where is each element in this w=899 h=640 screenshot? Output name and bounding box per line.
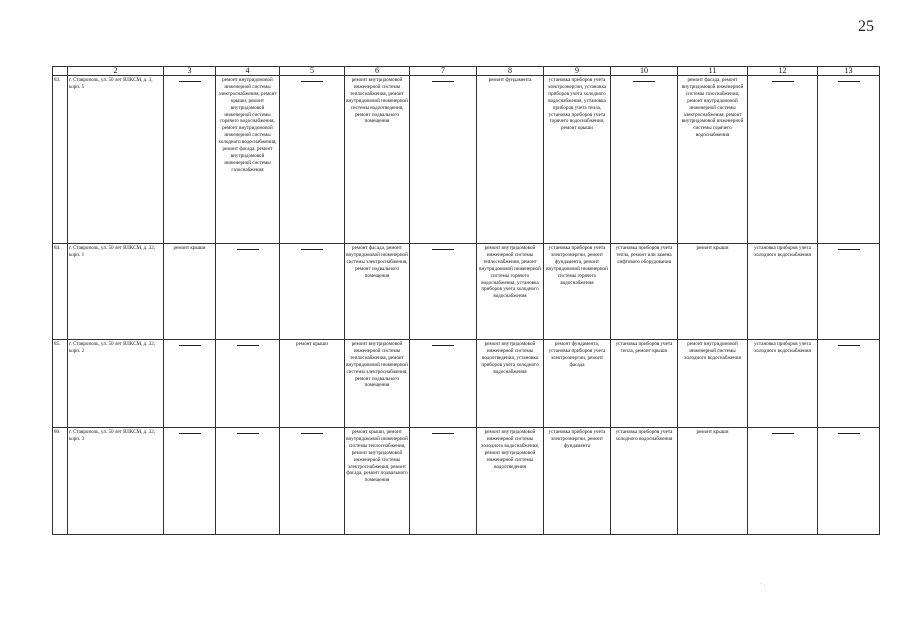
table-row xyxy=(53,244,880,340)
row-number: 86. xyxy=(53,428,68,535)
dash-mark xyxy=(301,81,323,82)
header-cell: 7 xyxy=(410,67,477,76)
header-cell: 10 xyxy=(611,67,678,76)
header-cell: 5 xyxy=(280,67,345,76)
work-cell: ремонт крыши xyxy=(678,244,748,340)
header-row xyxy=(53,67,880,76)
dash-mark xyxy=(237,249,259,250)
empty-cell xyxy=(611,76,678,244)
empty-cell xyxy=(410,428,477,535)
work-cell: установка приборов учета электроэнергии, ремонт фундамента, ремонт внутридомовой инженерной системы горячего водоснабжения xyxy=(544,244,611,340)
work-cell: ремонт крыши, ремонт внутридомовой инженерной системы теплоснабжения, ремонт внутридомовой инженерной системы электроснабжения, ремонт фасада, ремонт подвального помещения xyxy=(345,428,410,535)
header-cell: 13 xyxy=(818,67,880,76)
page-number: 25 xyxy=(858,18,874,35)
work-cell: ремонт внутридомовой инженерной системы теплоснабжения, ремонт внутридомовой инженерной системы горячего водоснабжения, установка приборов учета холодного водоснабжения xyxy=(477,244,544,340)
work-cell: ремонт внутридомовой инженерной системы теплоснабжения, ремонт внутридомовой инженерной системы водоотведения, ремонт подвального помещения xyxy=(345,76,410,244)
dash-mark xyxy=(432,81,454,82)
work-cell: установка приборов учета электроэнергии, ремонт фундамента xyxy=(544,428,611,535)
dash-mark xyxy=(237,345,259,346)
dash-mark xyxy=(838,433,860,434)
header-cell: 2 xyxy=(68,67,164,76)
header-cell: 8 xyxy=(477,67,544,76)
work-cell: установка приборов учета холодного водоснабжения xyxy=(611,428,678,535)
empty-cell xyxy=(216,340,280,428)
scan-speck: ˙ · xyxy=(760,583,766,589)
table-row xyxy=(53,340,880,428)
dash-mark xyxy=(179,81,201,82)
dash-mark xyxy=(838,345,860,346)
empty-cell xyxy=(280,428,345,535)
dash-mark xyxy=(838,249,860,250)
repair-schedule-table xyxy=(52,66,880,535)
empty-cell xyxy=(818,76,880,244)
empty-cell xyxy=(164,340,216,428)
empty-cell xyxy=(818,244,880,340)
work-cell: ремонт фундамента, установка приборов учета электроэнергии, ремонт фасада xyxy=(544,340,611,428)
work-cell: ремонт крыши xyxy=(678,428,748,535)
dash-mark xyxy=(838,81,860,82)
empty-cell xyxy=(748,76,818,244)
empty-cell xyxy=(410,76,477,244)
work-cell: ремонт внутридомовой инженерной системы теплоснабжения, ремонт внутридомовой инженерной системы электроснабжения, ремонт подвального помещения xyxy=(345,340,410,428)
row-number: 85. xyxy=(53,340,68,428)
dash-mark xyxy=(179,433,201,434)
header-cell: 9 xyxy=(544,67,611,76)
dash-mark xyxy=(633,81,655,82)
dash-mark xyxy=(432,433,454,434)
work-cell: ремонт внутридомовой инженерной системы холодного водоснабжения, ремонт внутридомовой инженерной системы водоотведения xyxy=(477,428,544,535)
work-cell: установка приборов учета электроэнергии, установка приборов учета холодного водоснабжения, установка приборов учета тепла, установка приборов учета горячего водоснабжения, ремонт крыши xyxy=(544,76,611,244)
address-cell: г. Ставрополь, ул. 50 лет ВЛКСМ, д. 32, корп. 3 xyxy=(68,428,164,535)
work-cell: ремонт крыши xyxy=(280,340,345,428)
row-number: 83. xyxy=(53,76,68,244)
dash-mark xyxy=(237,433,259,434)
work-cell: ремонт фасада, ремонт внутридомовой инженерной системы электроснабжения, ремонт подвального помещения xyxy=(345,244,410,340)
empty-cell xyxy=(818,340,880,428)
empty-cell xyxy=(748,428,818,535)
empty-cell xyxy=(280,244,345,340)
header-cell: 11 xyxy=(678,67,748,76)
empty-cell xyxy=(216,428,280,535)
dash-mark xyxy=(301,433,323,434)
empty-cell xyxy=(216,244,280,340)
address-cell: г. Ставрополь, ул. 50 лет ВЛКСМ, д. 32, корп. 2 xyxy=(68,340,164,428)
work-cell: установка приборов учета холодного водоснабжения xyxy=(748,244,818,340)
address-cell: г. Ставрополь, ул. 50 лет ВЛКСМ, д. 3, корп. 5 xyxy=(68,76,164,244)
work-cell: ремонт внутридомовой инженерной системы холодного водоснабжения xyxy=(678,340,748,428)
table-row xyxy=(53,76,880,244)
work-cell: ремонт внутридомовой инженерной системы водоотведения, установка приборов учета холодного водоснабжения xyxy=(477,340,544,428)
work-cell: установка приборов учета холодного водоснабжения xyxy=(748,340,818,428)
work-cell: установка приборов учета тепла, ремонт или замена лифтового оборудования xyxy=(611,244,678,340)
dash-mark xyxy=(432,249,454,250)
work-cell: ремонт крыши xyxy=(164,244,216,340)
empty-cell xyxy=(410,340,477,428)
dash-mark xyxy=(301,249,323,250)
header-cell: 6 xyxy=(345,67,410,76)
table-row xyxy=(53,428,880,535)
work-cell: ремонт внутридомовой инженерной системы электроснабжения, ремонт крыши, ремонт внутридомовой инженерной системы горячего водоснабжения, ремонт внутридомовой инженерной системы холодного водоснабжения, ремонт фасада, ремонт внутридомовой инженерной системы газоснабжения xyxy=(216,76,280,244)
empty-cell xyxy=(280,76,345,244)
header-cell xyxy=(53,67,68,76)
dash-mark xyxy=(432,345,454,346)
work-cell: ремонт фасада, ремонт внутридомовой инженерной системы газоснабжения, ремонт внутридомовой инженерной системы электроснабжения, ремонт внутридомовой инженерной системы горячего водоснабжения xyxy=(678,76,748,244)
empty-cell xyxy=(164,76,216,244)
dash-mark xyxy=(179,345,201,346)
empty-cell xyxy=(818,428,880,535)
row-number: 84. xyxy=(53,244,68,340)
empty-cell xyxy=(410,244,477,340)
header-cell: 4 xyxy=(216,67,280,76)
header-cell: 12 xyxy=(748,67,818,76)
empty-cell xyxy=(164,428,216,535)
dash-mark xyxy=(772,433,794,434)
work-cell: ремонт фундамента xyxy=(477,76,544,244)
header-cell: 3 xyxy=(164,67,216,76)
address-cell: г. Ставрополь, ул. 50 лет ВЛКСМ, д. 32, корп. 1 xyxy=(68,244,164,340)
work-cell: установка приборов учета тепла, ремонт крыши xyxy=(611,340,678,428)
dash-mark xyxy=(772,81,794,82)
